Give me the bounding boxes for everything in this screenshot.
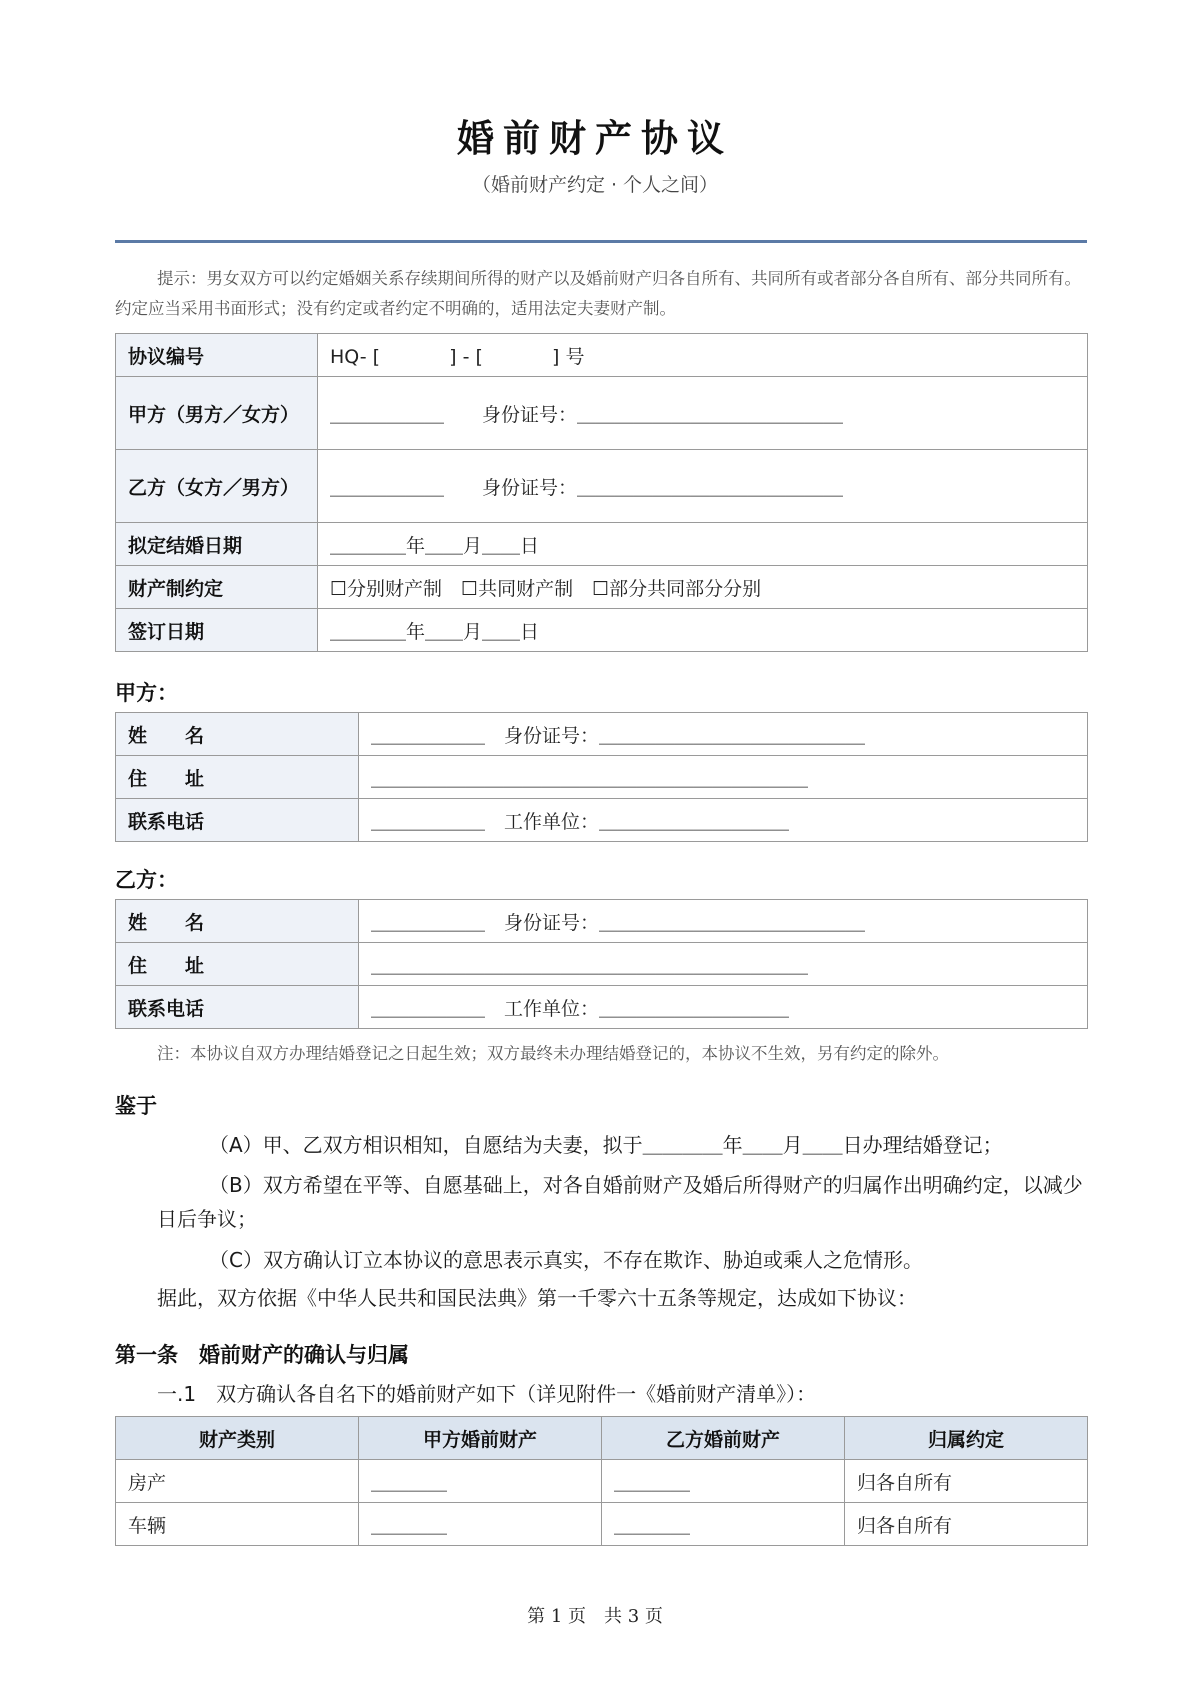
table-row xyxy=(116,943,1088,986)
table-row xyxy=(116,566,1088,609)
table-cell: 房产 xyxy=(116,1460,359,1503)
info-value-number[interactable]: HQ- [ ] - [ ] 号 xyxy=(318,334,1088,377)
party-a-phone-value[interactable]: ＿＿＿＿＿＿ 工作单位：＿＿＿＿＿＿＿＿＿＿ xyxy=(359,799,1088,842)
party-a-heading: 甲方： xyxy=(115,681,178,705)
info-label-party-a: 甲方（男方／女方） xyxy=(116,377,318,450)
party-a-address-value[interactable]: ＿＿＿＿＿＿＿＿＿＿＿＿＿＿＿＿＿＿＿＿＿＿＿ xyxy=(359,756,1088,799)
table-row xyxy=(116,377,1088,450)
table-row xyxy=(116,334,1088,377)
effectiveness-note: 注：本协议自双方办理结婚登记之日起生效；双方最终未办理结婚登记的，本协议不生效，另有约定的除外。 xyxy=(157,1044,949,1063)
page-footer: 第 1 页 共 3 页 xyxy=(527,1606,663,1627)
whereas-clause-b: （B）双方希望在平等、自愿基础上，对各自婚前财产及婚后所得财产的归属作出明确约定，以减少日后争议； xyxy=(157,1173,1083,1231)
table-row xyxy=(116,799,1088,842)
table-row xyxy=(116,986,1088,1029)
table-row xyxy=(116,713,1088,756)
party-b-address-label: 住 址 xyxy=(116,943,359,986)
tip-text: 提示：男女双方可以约定婚姻关系存续期间所得的财产以及婚前财产归各自所有、共同所有或者部分各自所有、部分共同所有。约定应当采用书面形式；没有约定或者约定不明确的，适用法定夫妻财产制。 xyxy=(115,269,1081,318)
party-b-name-label: 姓 名 xyxy=(116,900,359,943)
table-row xyxy=(116,900,1088,943)
info-value-party-a[interactable]: ＿＿＿＿＿＿ 身份证号：＿＿＿＿＿＿＿＿＿＿＿＿＿＿ xyxy=(318,377,1088,450)
table-row xyxy=(116,1503,1088,1546)
info-label-wedding-date: 拟定结婚日期 xyxy=(116,523,318,566)
info-value-property-regime[interactable]: ☐分别财产制 ☐共同财产制 ☐部分共同部分分别 xyxy=(318,566,1088,609)
whereas-clause-a: （A）甲、乙双方相识相知，自愿结为夫妻，拟于＿＿＿＿年＿＿月＿＿日办理结婚登记； xyxy=(209,1133,1003,1157)
party-b-name-value[interactable]: ＿＿＿＿＿＿ 身份证号：＿＿＿＿＿＿＿＿＿＿＿＿＿＿ xyxy=(359,900,1088,943)
column-header: 财产类别 xyxy=(116,1417,359,1460)
table-row xyxy=(116,450,1088,523)
info-value-sign-date[interactable]: ＿＿＿＿年＿＿月＿＿日 xyxy=(318,609,1088,652)
info-value-wedding-date[interactable]: ＿＿＿＿年＿＿月＿＿日 xyxy=(318,523,1088,566)
column-header: 归属约定 xyxy=(845,1417,1088,1460)
whereas-heading: 鉴于 xyxy=(115,1094,157,1118)
table-cell[interactable]: ＿＿＿＿ xyxy=(359,1503,602,1546)
document-title: 婚前财产协议 xyxy=(457,117,733,160)
table-cell[interactable]: ＿＿＿＿ xyxy=(602,1460,845,1503)
party-a-name-label: 姓 名 xyxy=(116,713,359,756)
info-label-party-b: 乙方（女方／男方） xyxy=(116,450,318,523)
column-header: 乙方婚前财产 xyxy=(602,1417,845,1460)
party-a-name-value[interactable]: ＿＿＿＿＿＿ 身份证号：＿＿＿＿＿＿＿＿＿＿＿＿＿＿ xyxy=(359,713,1088,756)
whereas-clause-c: （C）双方确认订立本协议的意思表示真实，不存在欺诈、胁迫或乘人之危情形。 xyxy=(209,1248,923,1272)
table-header-row xyxy=(116,1417,1088,1460)
party-a-address-label: 住 址 xyxy=(116,756,359,799)
party-b-phone-label: 联系电话 xyxy=(116,986,359,1029)
table-row xyxy=(116,609,1088,652)
table-cell: 车辆 xyxy=(116,1503,359,1546)
table-cell[interactable]: ＿＿＿＿ xyxy=(359,1460,602,1503)
whereas-conclusion: 据此，双方依据《中华人民共和国民法典》第一千零六十五条等规定，达成如下协议： xyxy=(157,1286,917,1310)
article-1-clause-1: 一.1 双方确认各自名下的婚前财产如下（详见附件一《婚前财产清单》）： xyxy=(157,1382,817,1406)
party-b-phone-value[interactable]: ＿＿＿＿＿＿ 工作单位：＿＿＿＿＿＿＿＿＿＿ xyxy=(359,986,1088,1029)
table-row xyxy=(116,523,1088,566)
info-value-party-b[interactable]: ＿＿＿＿＿＿ 身份证号：＿＿＿＿＿＿＿＿＿＿＿＿＿＿ xyxy=(318,450,1088,523)
party-b-heading: 乙方： xyxy=(115,868,178,892)
article-1-heading: 第一条 婚前财产的确认与归属 xyxy=(115,1343,409,1367)
table-cell: 归各自所有 xyxy=(845,1460,1088,1503)
info-label-property-regime: 财产制约定 xyxy=(116,566,318,609)
document-subtitle: （婚前财产约定 · 个人之间） xyxy=(471,174,719,196)
table-cell[interactable]: ＿＿＿＿ xyxy=(602,1503,845,1546)
column-header: 甲方婚前财产 xyxy=(359,1417,602,1460)
party-b-table xyxy=(115,899,1088,1029)
table-row xyxy=(116,1460,1088,1503)
info-label-number: 协议编号 xyxy=(116,334,318,377)
agreement-info-table xyxy=(115,333,1088,652)
party-b-address-value[interactable]: ＿＿＿＿＿＿＿＿＿＿＿＿＿＿＿＿＿＿＿＿＿＿＿ xyxy=(359,943,1088,986)
party-a-phone-label: 联系电话 xyxy=(116,799,359,842)
table-row xyxy=(116,756,1088,799)
table-cell: 归各自所有 xyxy=(845,1503,1088,1546)
party-a-table xyxy=(115,712,1088,842)
premarital-property-table xyxy=(115,1416,1088,1546)
info-label-sign-date: 签订日期 xyxy=(116,609,318,652)
title-divider xyxy=(115,240,1087,243)
